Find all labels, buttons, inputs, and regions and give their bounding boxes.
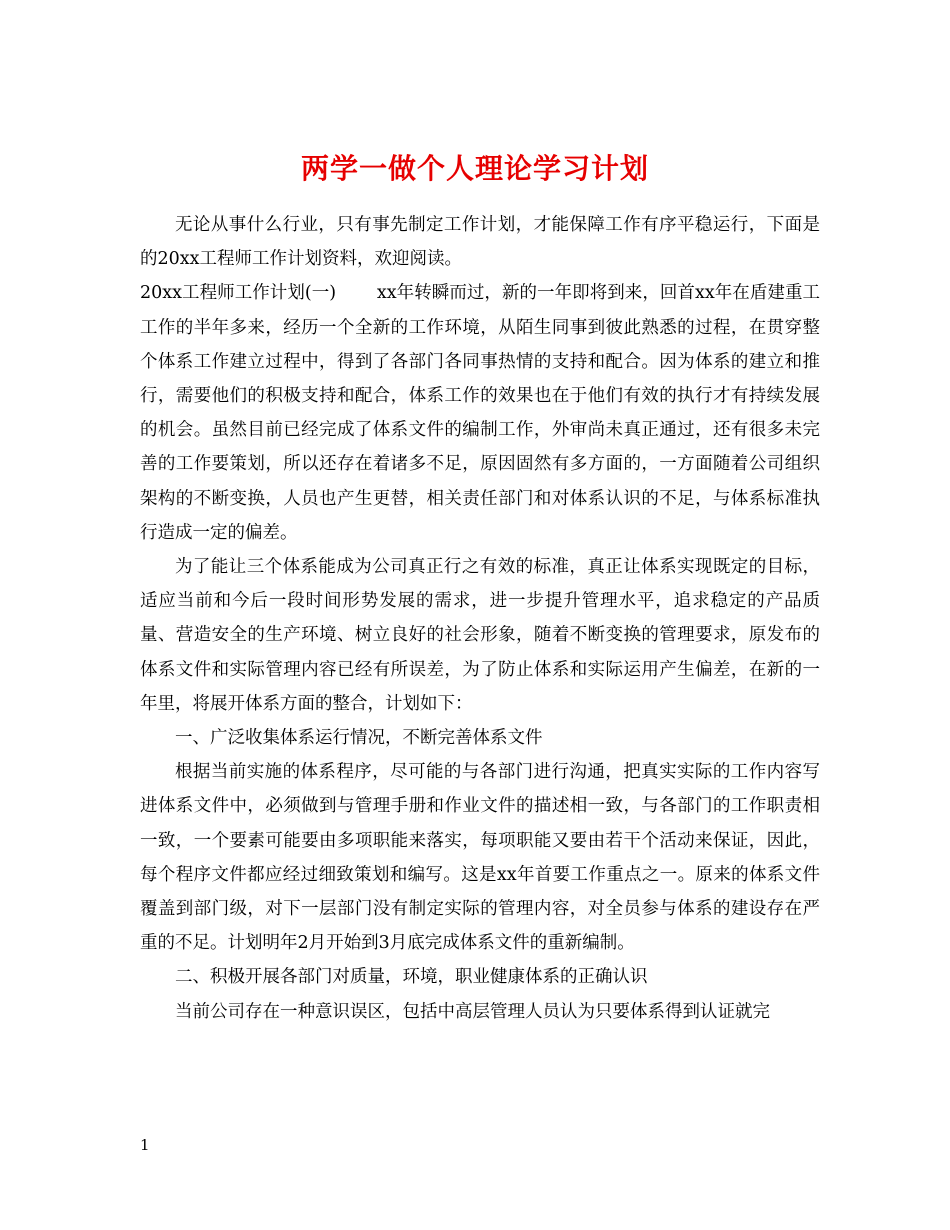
document-title: 两学一做个人理论学习计划 — [300, 151, 649, 185]
paragraph-goals: 为了能让三个体系能成为公司真正行之有效的标准，真正让体系实现既定的目标，适应当前和今后一段时间形势发展的需求，进一步提升管理水平，追求稳定的产品质量、营造安全的生产环境、树立良好的社会形象，随着不断变换的管理要求，原发布的体系文件和实际管理内容已经有所误差，为了防止体系和实际运用产生偏差，在新的一年里，将展开体系方面的整合，计划如下： — [140, 557, 820, 714]
paragraph-intro: 无论从事什么行业，只有事先制定工作计划，才能保障工作有序平稳运行，下面是的20xx工程师工作计划资料，欢迎阅读。 — [140, 215, 820, 270]
section-heading-two: 二、积极开展各部门对质量，环境，职业健康体系的正确认识 — [175, 967, 648, 988]
section-heading-one: 一、广泛收集体系运行情况，不断完善体系文件 — [175, 728, 543, 749]
paragraph-plan-one: 20xx工程师工作计划(一) xx年转瞬而过，新的一年即将到来，回首xx年在盾建重工工作的半年多来，经历一个全新的工作环境，从陌生同事到彼此熟悉的过程，在贯穿整个体系工作建立过程中，得到了各部门各同事热情的支持和配合。因为体系的建立和推行，需要他们的积极支持和配合，体系工作的效果也在于他们有效的执行才有持续发展的机会。虽然目前已经完成了体系文件的编制工作，外审尚未真正通过，还有很多未完善的工作要策划，所以还存在着诸多不足，原因固然有多方面的，一方面随着公司组织架构的不断变换，人员也产生更替，相关责任部门和对体系认识的不足，与体系标准执行造成一定的偏差。 — [140, 283, 820, 543]
paragraph-section-one: 根据当前实施的体系程序，尽可能的与各部门进行沟通，把真实实际的工作内容写进体系文件中，必须做到与管理手册和作业文件的描述相一致，与各部门的工作职责相一致，一个要素可能要由多项职能来落实，每项职能又要由若干个活动来保证，因此，每个程序文件都应经过细致策划和编写。这是xx年首要工作重点之一。原来的体系文件覆盖到部门级，对下一层部门没有制定实际的管理内容，对全员参与体系的建设存在严重的不足。计划明年2月开始到3月底完成体系文件的重新编制。 — [140, 762, 820, 954]
document-body — [140, 208, 820, 1029]
page-number: 1 — [140, 1136, 150, 1154]
paragraph-section-two: 当前公司存在一种意识误区，包括中高层管理人员认为只要体系得到认证就完 — [175, 1001, 770, 1022]
